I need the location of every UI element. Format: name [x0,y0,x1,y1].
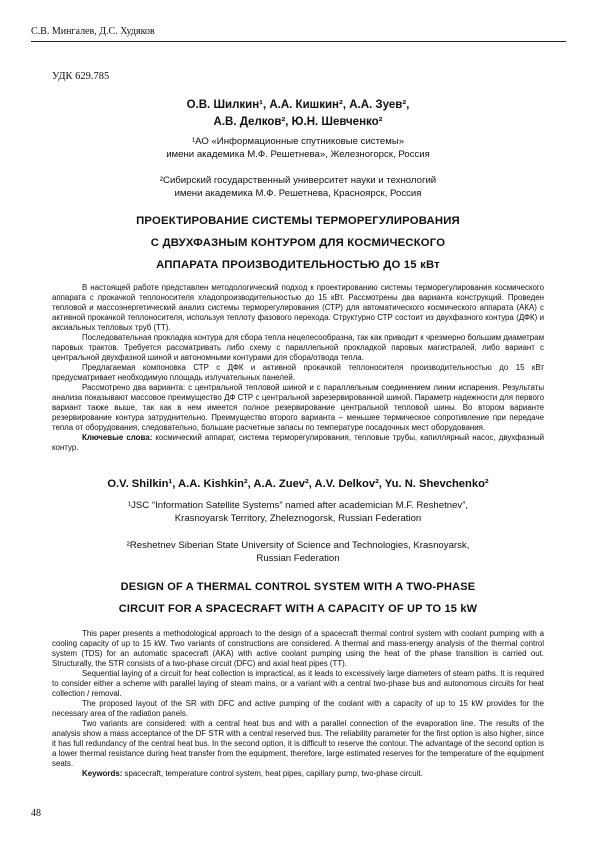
en-abstract-p2: Sequential laying of a circuit for heat collection is impractical, as it leads to excessively large diameters of steam paths. It is required to consider either a scheme with parallel laying of steam mains, or a variant with a central two-phase bus and autonomous circuits for heat collection / removal. [52,669,544,698]
ru-abstract-p2: Последовательная прокладка контура для сбора тепла нецелесообразна, так как приводит к чрезмерно большим диаметрам паровых трактов. Требуется рассматривать либо схему с параллельной прокладкой паровых магистралей, либо вариант с центральной двухфазной шиной и автономными контурами для сбора/отвода тепла. [52,333,544,362]
ru-authors [52,97,544,131]
en-abstract [52,629,544,779]
en-aff2-line1: ²Reshetnev Siberian State University of Science and Technologies, Krasnoyarsk, [126,540,470,551]
ru-title-line2: С ДВУХФАЗНЫМ КОНТУРОМ ДЛЯ КОСМИЧЕСКОГО [150,237,446,249]
ru-aff1-line2: имени академика М.Ф. Решетнева», Железногорск, Россия [166,149,430,160]
ru-abstract-p1: В настоящей работе представлен методологический подход к проектированию системы терморегулирования космического аппарата с прокачкой теплоносителя хладопроизводительностью до 15 кВт. Рассмотрены два варианта конструкций. Проведен тепловой и массоэнергетический анализ системы терморегулирования (СТР) для автоматического космического аппарата (АКА) с активной прокачкой теплоносителя, используя теплоту фазового перехода. Структурно СТР состоит из двухфазного контура (ДФК) и аксиальных тепловых труб (ТТ). [52,283,544,332]
ru-aff2-line2: имени академика М.Ф. Решетнева, Красноярск, Россия [174,188,422,199]
en-title-line1: DESIGN OF A THERMAL CONTROL SYSTEM WITH A TWO-PHASE [120,581,476,593]
ru-title [52,210,544,276]
ru-abstract [52,283,544,453]
ru-authors-line1: О.В. Шилкин¹, А.А. Кишкин², А.А. Зуев², [186,99,410,111]
en-abstract-p3: The proposed layout of the SR with DFC and active pumping of the coolant with a capacity of up to 15 kW provides for the necessary area of the radiation panels. [52,699,544,718]
ru-keywords-label: Ключевые слова: [82,433,153,442]
ru-affiliation-2 [52,174,544,200]
ru-abstract-p4: Рассмотрено два варианта: с центральной тепловой шиной и с параллельным соединением линии испарения. Результаты анализа показывают массовое преимущество ДФ СТР с центральной зарезервированной шиной. Параметр надежности для первого вариант также выше, так как в нем имеется полное резервирование центральной тепловой шины. Во втором варианте резервирование контура затруднительно. Преимущество второго варианта – меньшее термическое сопротивление при передаче тепла от оборудования, следовательно, большие расчетные запасы по температуре посадочных мест оборудования. [52,383,544,432]
udk-code: УДК 629.785 [52,71,110,82]
page-number: 48 [31,808,41,819]
ru-affiliation-1 [52,135,544,161]
en-aff2-line2: Russian Federation [256,553,340,564]
en-affiliation-2 [52,539,544,565]
en-keywords-text: spacecraft, temperature control system, heat pipes, capillary pump, two-phase circuit. [122,769,423,778]
ru-aff2-line1: ²Сибирский государственный университет науки и технологий [159,175,437,186]
en-keywords [52,769,544,779]
ru-abstract-p3: Предлагаемая компоновка СТР с ДФК и активной прокачкой теплоносителя производительностью до 15 кВт предусматривает необходимую площадь излучательных панелей. [52,363,544,382]
en-abstract-p1: This paper presents a methodological approach to the design of a spacecraft thermal control system with coolant pumping with a cooling capacity of up to 15 kW. Two variants of constructions are considered. A thermal and mass-energy analysis of the thermal control system (TDS) for an automatic spacecraft (AKA) with active coolant pumping using the heat of the phase transition is carried out. Structurally, the STR consists of a two-phase circuit (DFC) and axial heat pipes (TT). [52,629,544,668]
en-title [52,576,544,620]
ru-aff1-line1: ¹АО «Информационные спутниковые системы» [191,136,405,147]
running-head: С.В. Мингалев, Д.С. Худяков [31,26,155,37]
en-title-line2: CIRCUIT FOR A SPACECRAFT WITH A CAPACITY OF UP TO 15 kW [118,603,478,615]
en-abstract-p4: Two variants are considered: with a central heat bus and with a parallel connection of the evaporation line. The results of the analysis show a mass acceptance of the DF STR with a central reserved bus. The reliability parameter for the first option is also higher, since it has full redundancy of the central heat bus. In the second option, it is difficult to reserve the contour. The advantage of the second option is a lower thermal resistance during heat transfer from the equipment, therefore, large estimated reserves for the temperature of the equipment seats. [52,719,544,768]
ru-title-line3: АППАРАТА ПРОИЗВОДИТЕЛЬНОСТЬЮ ДО 15 кВт [156,259,440,271]
ru-keywords-text: космический аппарат, система терморегулирования, тепловые трубы, капиллярный насос, двухфазный контур. [52,433,544,452]
en-keywords-label: Keywords: [82,769,123,778]
en-affiliation-1 [52,499,544,525]
header-rule [31,41,566,42]
en-aff1-line2: Krasnoyarsk Territory, Zheleznogorsk, Russian Federation [174,513,422,524]
ru-keywords [52,433,544,453]
ru-title-line1: ПРОЕКТИРОВАНИЕ СИСТЕМЫ ТЕРМОРЕГУЛИРОВАНИЯ [136,215,460,227]
en-aff1-line1: ¹JSC “Information Satellite Systems” named after academician M.F. Reshetnev”, [127,500,469,511]
en-authors: O.V. Shilkin¹, A.A. Kishkin², A.A. Zuev², A.V. Delkov², Yu. N. Shevchenko² [107,478,489,490]
ru-authors-line2: А.В. Делков², Ю.Н. Шевченко² [213,116,383,128]
